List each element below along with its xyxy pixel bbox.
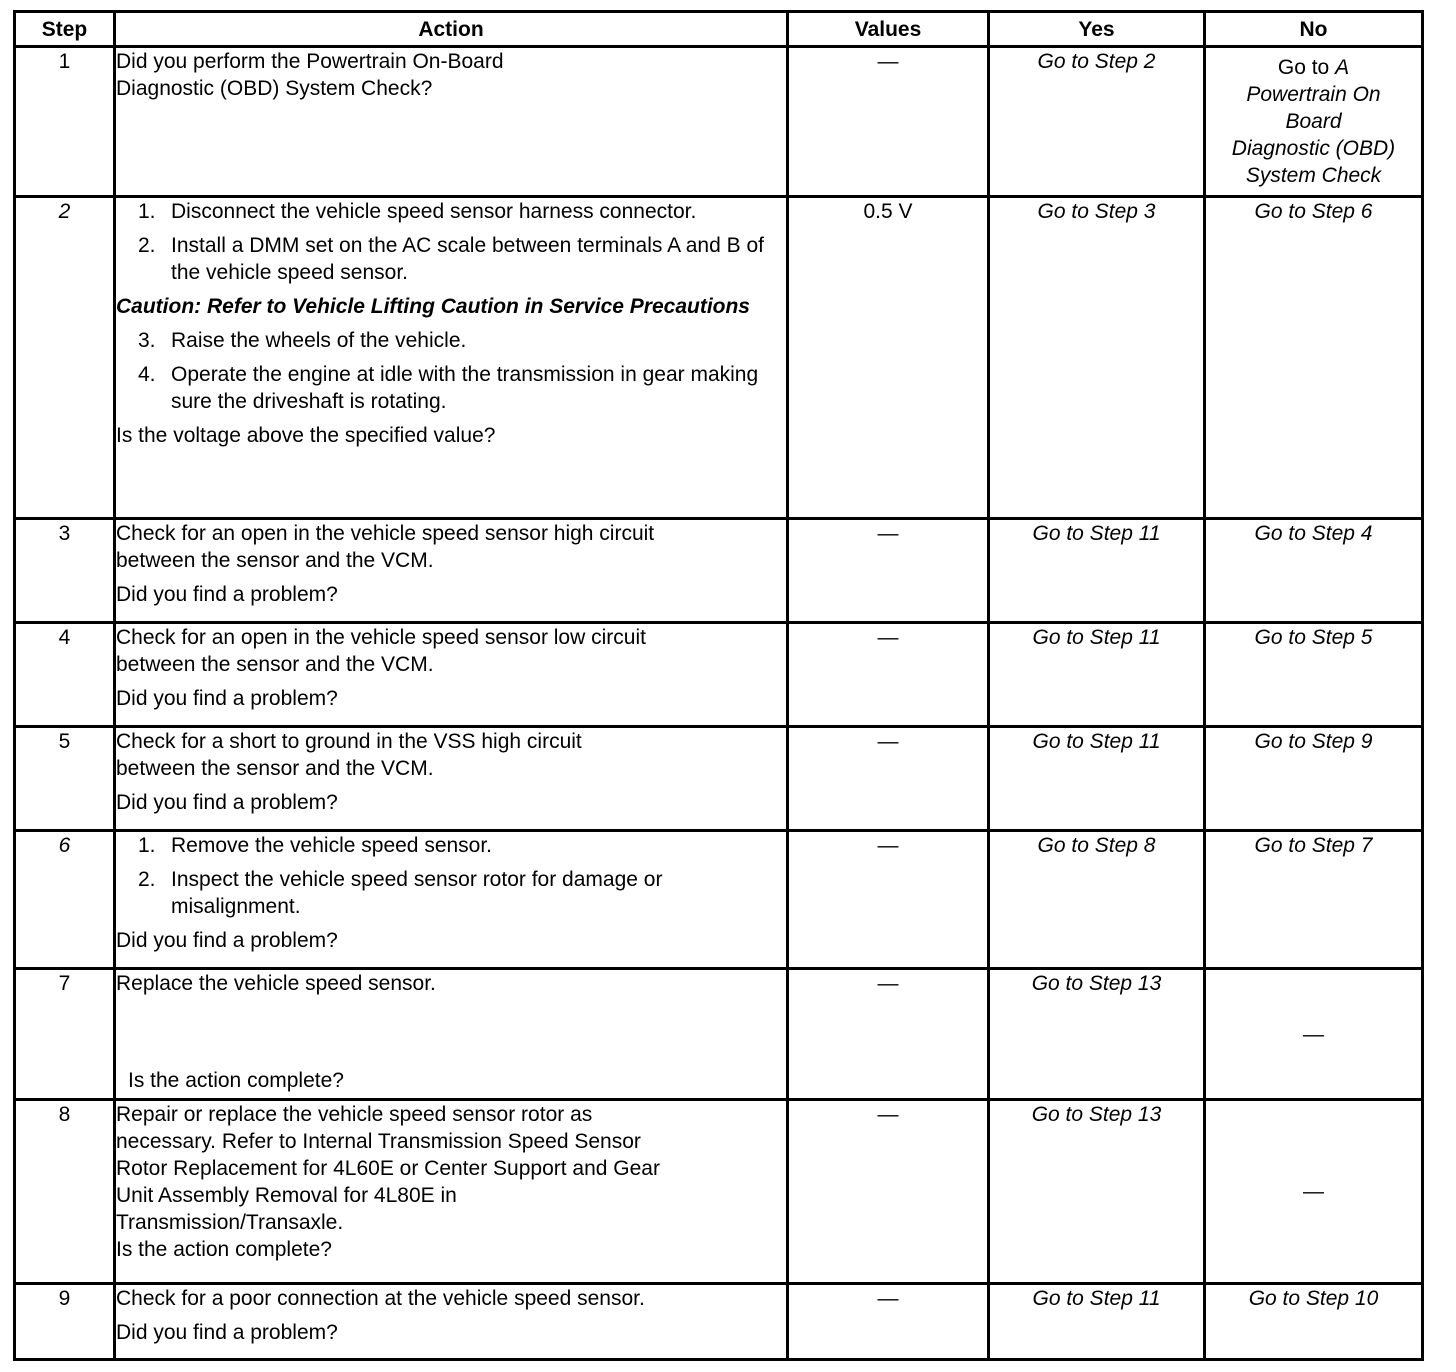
diagnostic-table (13, 10, 1424, 1361)
question-text: Is the action complete? (116, 1238, 332, 1261)
step-number: 8 (15, 1100, 115, 1284)
step-number: 2 (15, 197, 115, 519)
table-row (15, 727, 1423, 831)
substep: 1. Remove the vehicle speed sensor. (138, 834, 493, 857)
table-row (15, 831, 1423, 969)
value-cell: — (788, 1100, 989, 1284)
step-number: 4 (15, 623, 115, 727)
action-text: necessary. Refer to Internal Transmission Speed Sensor (116, 1130, 641, 1153)
substep: 2. Install a DMM set on the AC scale between terminals A and B of the vehicle speed sensor. (138, 234, 764, 284)
no-ref: A (1335, 56, 1350, 79)
header-no: No (1205, 12, 1423, 47)
table-row (15, 47, 1423, 197)
table-row (15, 1284, 1423, 1360)
value-cell: — (788, 519, 989, 623)
table-row (15, 969, 1423, 1100)
step-number: 9 (15, 1284, 115, 1360)
value-cell: — (788, 623, 989, 727)
action-text: Replace the vehicle speed sensor. (116, 972, 436, 995)
no-ref: Board (1285, 110, 1342, 133)
question-text: Did you find a problem? (116, 929, 338, 952)
yes-cell: Go to Step 11 (989, 1284, 1205, 1360)
table-row (15, 519, 1423, 623)
action-cell (115, 623, 788, 727)
substep: 2. Inspect the vehicle speed sensor rotor for damage or misalignment. (138, 868, 663, 918)
question-text: Did you find a problem? (116, 687, 338, 710)
action-cell (115, 969, 788, 1100)
action-text: between the sensor and the VCM. (116, 549, 434, 572)
substep-list (116, 198, 786, 286)
action-cell (115, 727, 788, 831)
yes-cell: Go to Step 2 (989, 47, 1205, 197)
yes-cell: Go to Step 13 (989, 969, 1205, 1100)
yes-cell: Go to Step 11 (989, 727, 1205, 831)
action-cell (115, 47, 788, 197)
no-cell: Go to Step 10 (1205, 1284, 1423, 1360)
value-cell: — (788, 1284, 989, 1360)
header-values: Values (788, 12, 989, 47)
no-ref: Diagnostic (OBD) (1231, 137, 1396, 160)
yes-cell: Go to Step 11 (989, 519, 1205, 623)
no-cell (1205, 47, 1423, 197)
no-cell: Go to Step 9 (1205, 727, 1423, 831)
question-text: Did you find a problem? (116, 583, 338, 606)
question-text: Did you find a problem? (116, 791, 338, 814)
action-cell (115, 1284, 788, 1360)
action-text: between the sensor and the VCM. (116, 757, 434, 780)
question-text: Is the voltage above the specified value? (116, 424, 496, 447)
step-number: 3 (15, 519, 115, 623)
substep: 1. Disconnect the vehicle speed sensor harness connector. (138, 200, 697, 223)
substep: 3. Raise the wheels of the vehicle. (138, 329, 467, 352)
action-text: Check for a short to ground in the VSS high circuit (116, 730, 582, 753)
no-cell: Go to Step 5 (1205, 623, 1423, 727)
action-cell (115, 1100, 788, 1284)
action-text: Did you perform the Powertrain On-Board (116, 50, 504, 73)
yes-cell: Go to Step 13 (989, 1100, 1205, 1284)
table-row (15, 197, 1423, 519)
no-cell: Go to Step 4 (1205, 519, 1423, 623)
yes-cell: Go to Step 3 (989, 197, 1205, 519)
value-cell: — (788, 47, 989, 197)
substep-list (116, 327, 786, 415)
action-text: Diagnostic (OBD) System Check? (116, 77, 433, 100)
header-action: Action (115, 12, 788, 47)
no-cell: — (1205, 969, 1423, 1100)
step-number: 7 (15, 969, 115, 1100)
caution-text: Caution: Refer to Vehicle Lifting Caution in Service Precautions (116, 295, 750, 318)
value-cell: 0.5 V (788, 197, 989, 519)
yes-cell: Go to Step 8 (989, 831, 1205, 969)
header-yes: Yes (989, 12, 1205, 47)
action-cell (115, 197, 788, 519)
question-text: Is the action complete? (128, 1069, 344, 1092)
table-row (15, 623, 1423, 727)
action-text: Check for an open in the vehicle speed sensor low circuit (116, 626, 646, 649)
no-ref: System Check (1245, 164, 1382, 187)
no-cell: — (1205, 1100, 1423, 1284)
action-text: Repair or replace the vehicle speed sensor rotor as (116, 1103, 593, 1126)
step-number: 5 (15, 727, 115, 831)
yes-cell: Go to Step 11 (989, 623, 1205, 727)
substep-list (116, 832, 786, 920)
substep: 4. Operate the engine at idle with the transmission in gear making sure the driveshaft is rotating. (138, 363, 759, 413)
header-step: Step (15, 12, 115, 47)
action-text: Transmission/Transaxle. (116, 1211, 344, 1234)
action-text: Check for a poor connection at the vehicle speed sensor. (116, 1287, 645, 1310)
table-row (15, 1100, 1423, 1284)
step-number: 1 (15, 47, 115, 197)
no-prefix: Go to (1277, 56, 1330, 79)
action-text: Unit Assembly Removal for 4L80E in (116, 1184, 457, 1207)
question-text: Did you find a problem? (116, 1321, 338, 1344)
no-cell: Go to Step 6 (1205, 197, 1423, 519)
action-text: Check for an open in the vehicle speed sensor high circuit (116, 522, 655, 545)
no-cell: Go to Step 7 (1205, 831, 1423, 969)
no-ref: Powertrain On (1246, 83, 1381, 106)
value-cell: — (788, 969, 989, 1100)
value-cell: — (788, 831, 989, 969)
action-cell (115, 519, 788, 623)
header-row (15, 12, 1423, 47)
action-text: Rotor Replacement for 4L60E or Center Support and Gear (116, 1157, 660, 1180)
action-cell (115, 831, 788, 969)
value-cell: — (788, 727, 989, 831)
step-number: 6 (15, 831, 115, 969)
action-text: between the sensor and the VCM. (116, 653, 434, 676)
